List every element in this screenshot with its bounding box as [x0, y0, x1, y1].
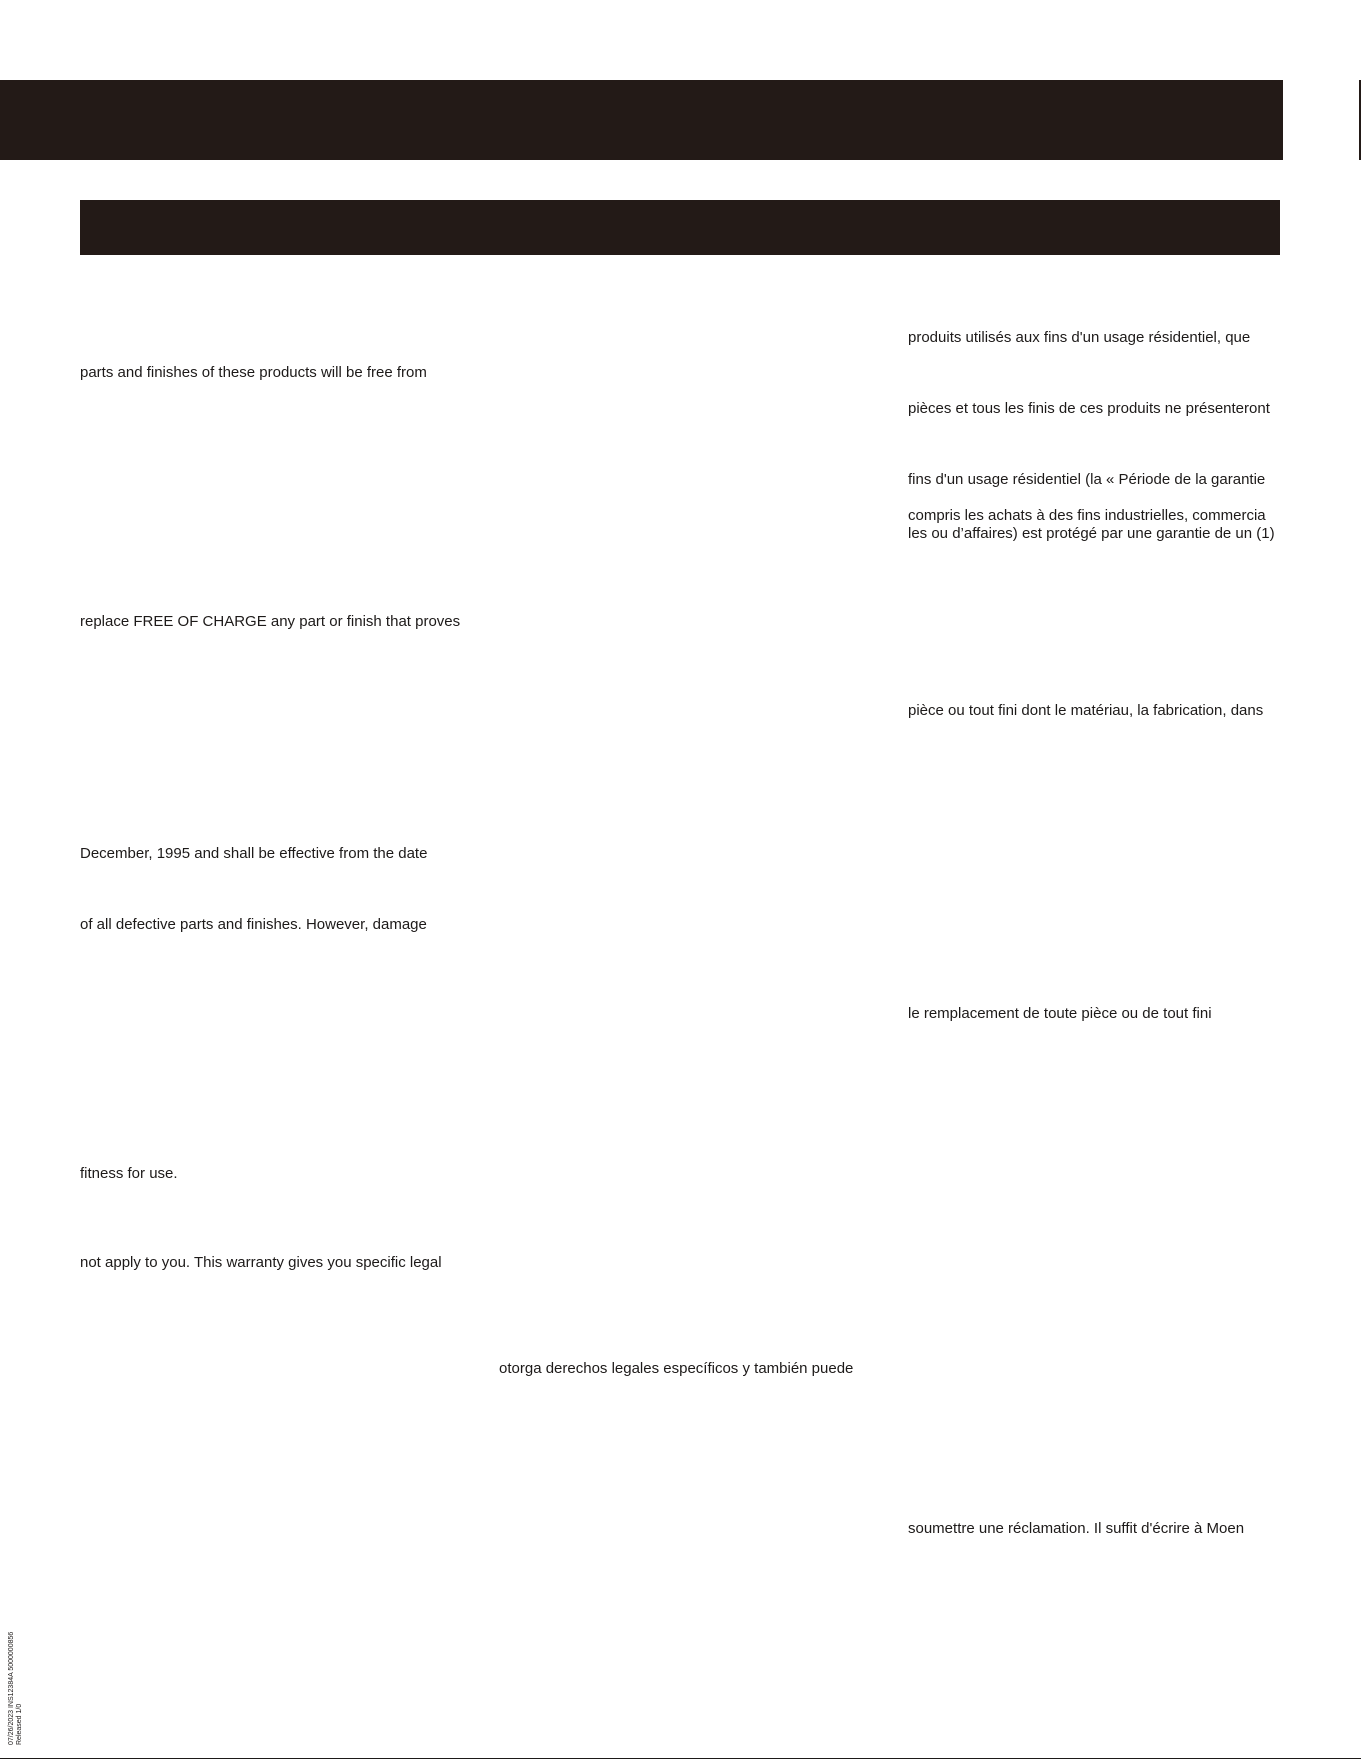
bottom-rule: [0, 1758, 1361, 1759]
header-band: [0, 80, 1283, 160]
english-text-line: parts and finishes of these products will be free from: [80, 364, 427, 381]
french-text-line: les ou d’affaires) est protégé par une garantie de un (1): [908, 525, 1275, 542]
french-text-line: soumettre une réclamation. Il suffit d'écrire à Moen: [908, 1520, 1245, 1537]
english-text-line: December, 1995 and shall be effective from the date: [80, 845, 428, 862]
english-text-line: not apply to you. This warranty gives you specific legal: [80, 1254, 442, 1271]
french-text-line: le remplacement de toute pièce ou de tout fini: [908, 1005, 1212, 1022]
french-text-line: produits utilisés aux fins d'un usage résidentiel, que: [908, 329, 1251, 346]
french-text-line: compris les achats à des fins industrielles, commercia: [908, 507, 1266, 524]
french-text-line: pièces et tous les finis de ces produits ne présenteront: [908, 400, 1270, 417]
english-text-line: of all defective parts and finishes. However, damage: [80, 916, 427, 933]
document-code-line: 07/26/2023 INS12384A 5000000856: [8, 1631, 15, 1745]
document-code-line: Released 1/0: [16, 1703, 23, 1745]
document-code: [8, 1632, 24, 1745]
spanish-text-line: otorga derechos legales específicos y también puede: [499, 1360, 854, 1377]
section-title-band: [80, 200, 1280, 255]
french-text-line: pièce ou tout fini dont le matériau, la fabrication, dans: [908, 702, 1264, 719]
english-text-line: fitness for use.: [80, 1165, 178, 1182]
english-text-line: replace FREE OF CHARGE any part or finish that proves: [80, 613, 461, 630]
french-text-line: fins d'un usage résidentiel (la « Période de la garantie: [908, 471, 1266, 488]
